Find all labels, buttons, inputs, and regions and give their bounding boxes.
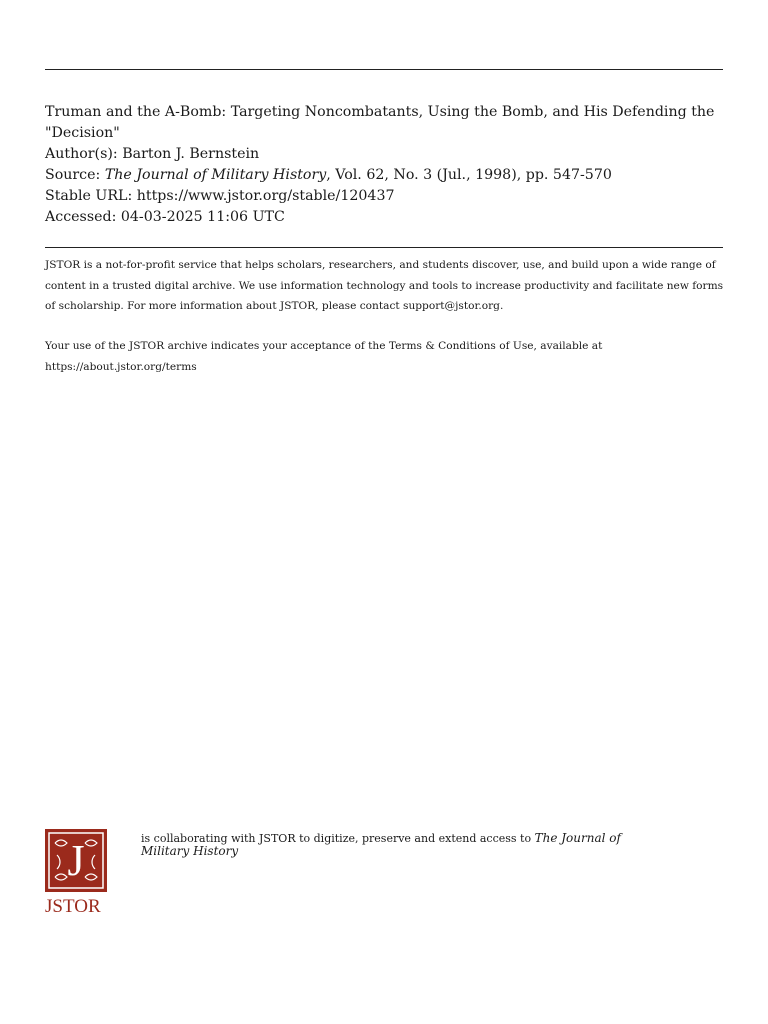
author-label: Author(s): — [45, 146, 118, 162]
svg-text:J: J — [67, 836, 85, 885]
source-details: , Vol. 62, No. 3 (Jul., 1998), pp. 547-570 — [326, 167, 612, 183]
jstor-wordmark: JSTOR — [45, 896, 101, 917]
jstor-notice: JSTOR is a not-for-profit service that helps scholars, researchers, and students discover, use, and build upon a wide range of content in a trusted digital archive. We use information technology and tools to increase productivity and facilitate new forms of scholarship. For more information about JSTOR, please contact support@jstor.org. — [45, 259, 724, 313]
collaboration-journal: The Journal of Military History — [141, 831, 621, 858]
journal-title: The Journal of Military History — [104, 167, 327, 183]
jstor-logo — [45, 829, 107, 918]
author-line — [45, 144, 725, 165]
stable-url-label: Stable URL: — [45, 188, 133, 204]
stable-url-link[interactable]: https://www.jstor.org/stable/120437 — [136, 188, 395, 204]
jstor-emblem-icon — [45, 829, 107, 892]
collaboration-statement — [141, 832, 661, 858]
accessed-date: 04-03-2025 11:06 UTC — [120, 209, 285, 225]
source-line — [45, 165, 725, 186]
stable-url-line — [45, 186, 725, 207]
citation-header — [45, 102, 725, 228]
collaboration-text: is collaborating with JSTOR to digitize, preserve and extend access to — [141, 832, 535, 845]
terms-notice: Your use of the JSTOR archive indicates your acceptance of the Terms & Conditions of Use, available at https://about.jstor.org/terms — [45, 340, 603, 373]
top-divider — [45, 69, 723, 70]
source-label: Source: — [45, 167, 101, 183]
author-name: Barton J. Bernstein — [122, 146, 260, 162]
accessed-label: Accessed: — [45, 209, 117, 225]
middle-divider — [45, 247, 723, 248]
accessed-line — [45, 207, 725, 228]
article-title: Truman and the A-Bomb: Targeting Noncombatants, Using the Bomb, and His Defending the "Decision" — [45, 104, 715, 141]
